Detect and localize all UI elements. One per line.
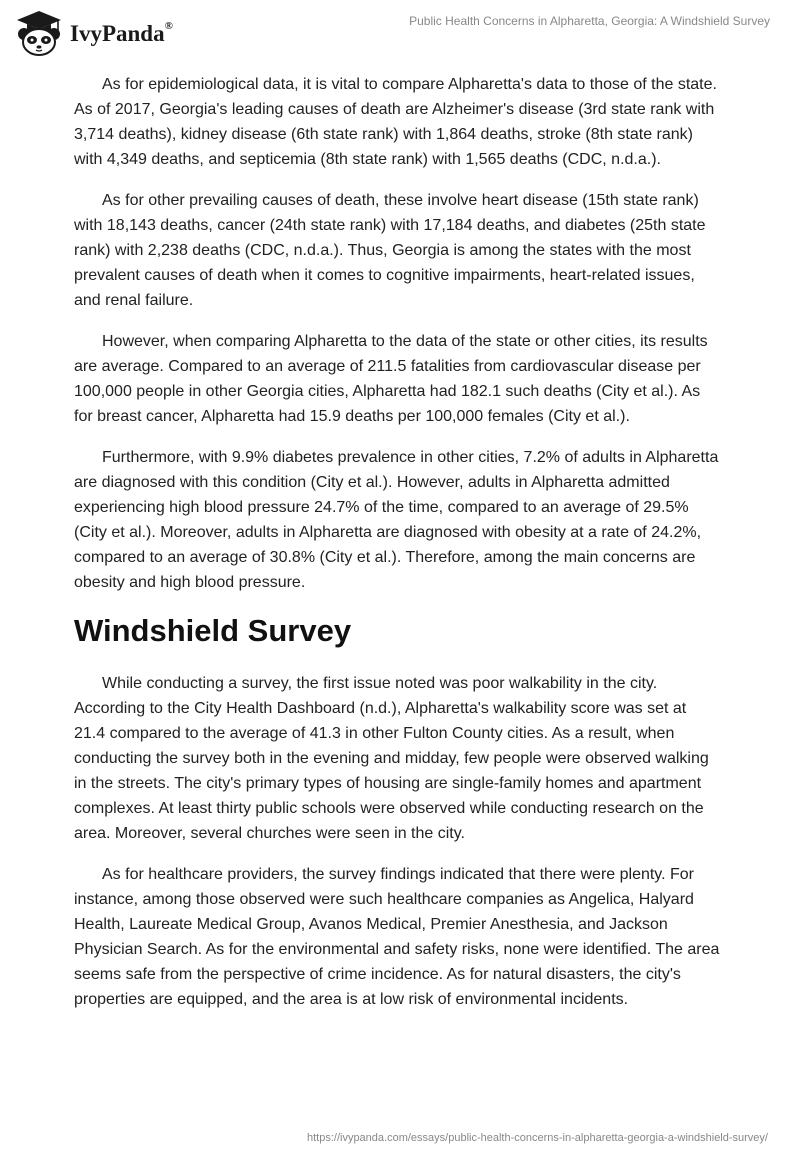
source-url[interactable]: https://ivypanda.com/essays/public-health-concerns-in-alpharetta-georgia-a-windshield-survey/	[306, 1132, 768, 1144]
paragraph-healthcare-providers: As for healthcare providers, the survey findings indicated that there were plenty. For instance, among those observed were such healthcare companies as Angelica, Halyard Health, Laureate Medical Group, Avanos Medical, Premier Anesthesia, and Jackson Physician Search. As for the environmental and safety risks, none were identified. The area seems safe from the perspective of crime incidence. As for natural disasters, the city's properties are equipped, and the area is at low risk of environmental incidents.	[74, 866, 720, 1008]
article-body	[74, 72, 720, 1028]
paragraph-walkability: While conducting a survey, the first issue noted was poor walkability in the city. According to the City Health Dashboard (n.d.), Alpharetta's walkability score was set at 21.4 compared to the average of 41.3 in other Fulton County cities. As a result, when conducting the survey both in the evening and midday, few people were observed walking in the streets. The city's primary types of housing are single-family homes and apartment complexes. At least thirty public schools were observed while conducting research on the area. Moreover, several churches were seen in the city.	[74, 675, 709, 842]
brand-name: IvyPanda®	[70, 20, 173, 46]
paragraph-diabetes-blood-pressure: Furthermore, with 9.9% diabetes prevalence in other cities, 7.2% of adults in Alpharetta are diagnosed with this condition (City et al.). However, adults in Alpharetta admitted experiencing high blood pressure 24.7% of the time, compared to an average of 29.5% (City et al.). Moreover, adults in Alpharetta are diagnosed with obesity at a rate of 24.2%, compared to an average of 30.8% (City et al.). Therefore, among the main concerns are obesity and high blood pressure.	[74, 449, 719, 591]
paragraph-epidemiological-data: As for epidemiological data, it is vital to compare Alpharetta's data to those of the state. As of 2017, Georgia's leading causes of death are Alzheimer's disease (3rd state rank with 3,714 deaths), kidney disease (6th state rank) with 1,864 deaths, stroke (8th state rank) with 4,349 deaths, and septicemia (8th state rank) with 1,565 deaths (CDC, n.d.a.).	[74, 76, 717, 168]
panda-graduation-cap-icon	[14, 8, 64, 58]
registered-mark: ®	[164, 20, 173, 33]
logo[interactable]	[14, 8, 173, 58]
paragraph-comparison-average: However, when comparing Alpharetta to the data of the state or other cities, its results are average. Compared to an average of 211.5 fatalities from cardiovascular disease per 100,000 people in other Georgia cities, Alpharetta had 182.1 such deaths (City et al.). As for breast cancer, Alpharetta had 15.9 deaths per 100,000 females (City et al.).	[74, 333, 708, 425]
section-heading: Windshield Survey	[74, 613, 352, 648]
paragraph-other-causes-of-death: As for other prevailing causes of death, these involve heart disease (15th state rank) with 18,143 deaths, cancer (24th state rank) with 17,184 deaths, and diabetes (25th state rank) with 2,238 deaths (CDC, n.d.a.). Thus, Georgia is among the states with the most prevalent causes of death when it comes to cognitive impairments, heart-related issues, and renal failure.	[74, 192, 706, 309]
document-title: Public Health Concerns in Alpharetta, Georgia: A Windshield Survey	[409, 14, 770, 28]
page-header	[0, 0, 800, 70]
